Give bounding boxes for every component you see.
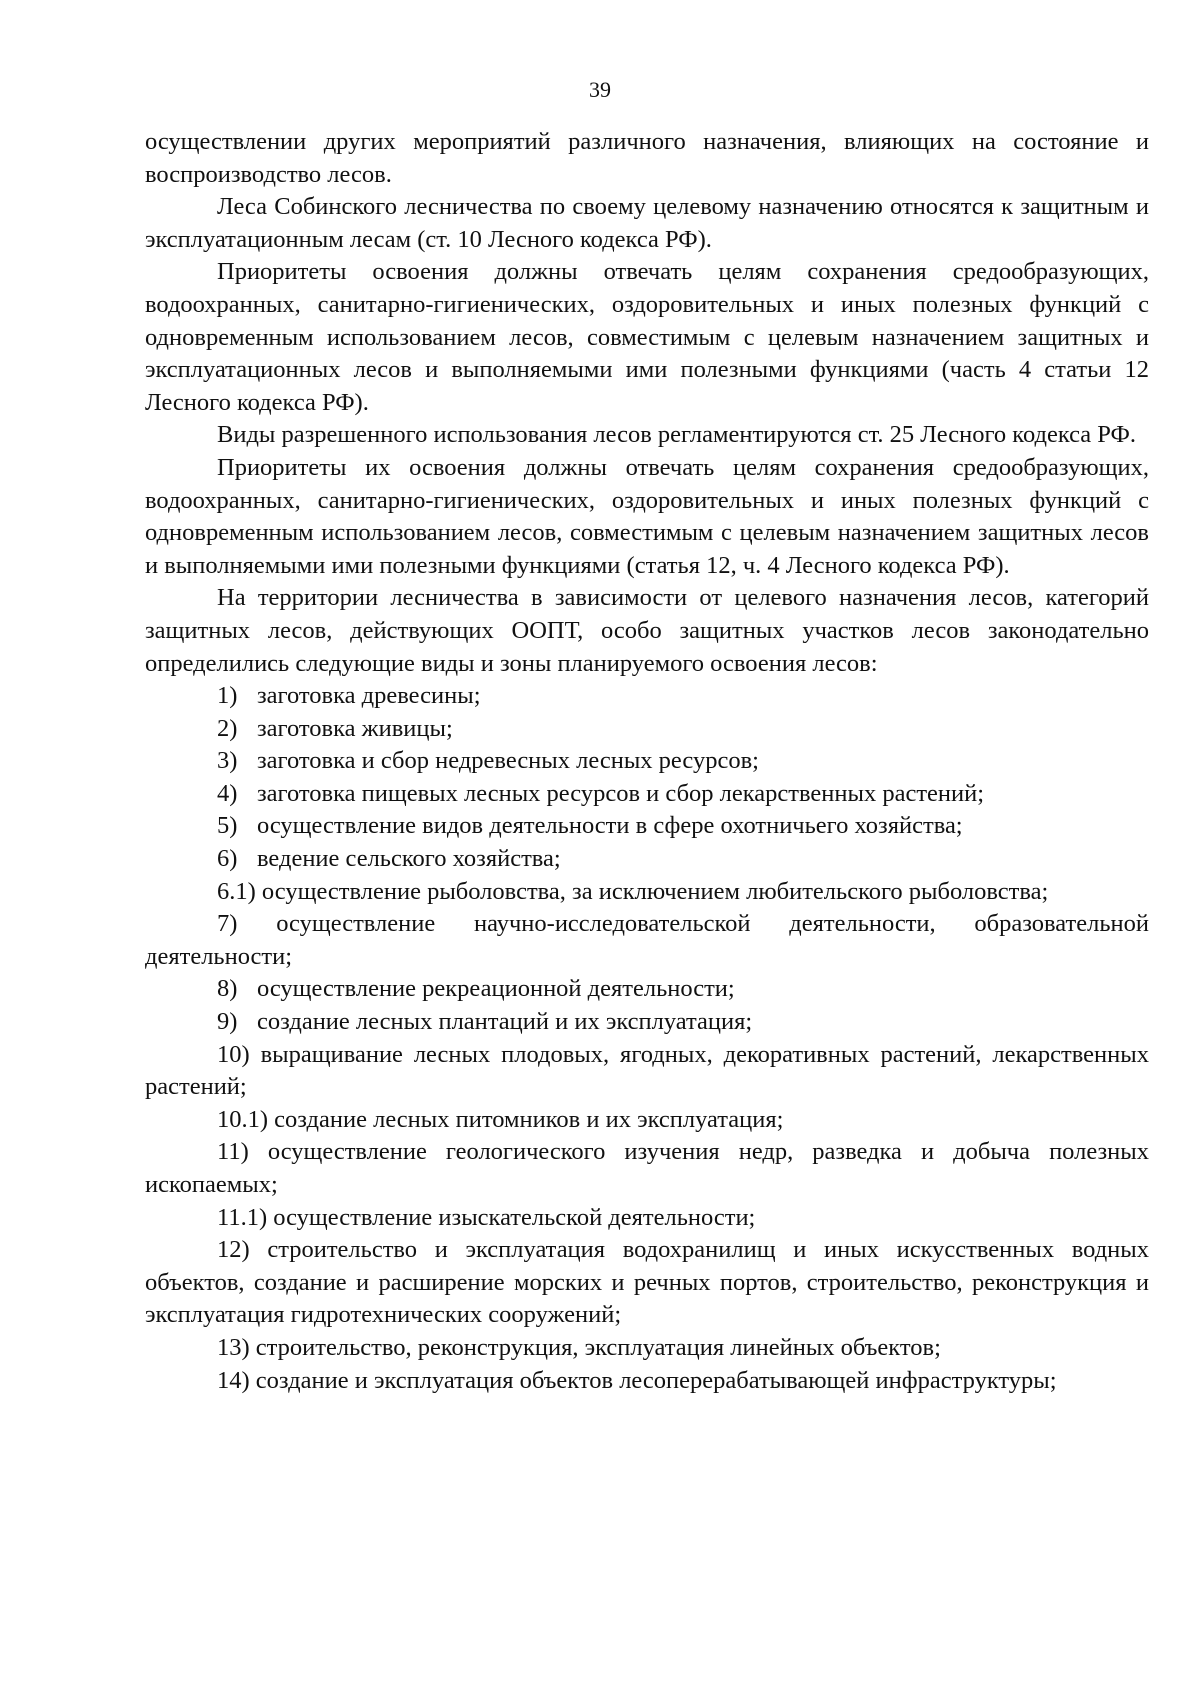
- list-item: [145, 680, 1149, 713]
- list-item-text: осуществление изыскательской деятельности;: [273, 1203, 756, 1231]
- list-item-number: 6.1): [217, 877, 256, 905]
- list-item-text: создание лесных питомников и их эксплуатация;: [274, 1105, 784, 1133]
- list-item: [145, 1039, 1149, 1104]
- list-item: [145, 1365, 1149, 1398]
- list-item: [145, 1104, 1149, 1137]
- list-item: [145, 843, 1149, 876]
- list-item: [145, 778, 1149, 811]
- document-body: [145, 126, 1149, 1397]
- paragraph-permitted-use: Виды разрешенного использования лесов регламентируются ст. 25 Лесного кодекса РФ.: [217, 421, 1136, 449]
- list-item: [145, 713, 1149, 746]
- list-item-number: 5): [217, 812, 238, 840]
- paragraph-continuation: осуществлении других мероприятий различного назначения, влияющих на состояние и воспроизводство лесов.: [145, 128, 1149, 188]
- list-item: [145, 1234, 1149, 1332]
- list-item-text: заготовка и сбор недревесных лесных ресурсов;: [257, 747, 759, 775]
- list-item-number: 13): [217, 1333, 250, 1361]
- list-item-text: строительство и эксплуатация водохранилищ и иных искусственных водных объектов, создание и расширение морских и речных портов, строительство, реконструкция и эксплуатация гидротехнических сооружений;: [145, 1236, 1150, 1329]
- list-item-number: 7): [217, 910, 238, 938]
- list-item-text: заготовка живицы;: [257, 714, 453, 742]
- list-item-number: 6): [217, 845, 238, 873]
- list-item-text: осуществление геологического изучения недр, разведка и добыча полезных ископаемых;: [145, 1138, 1150, 1198]
- list-item-number: 9): [217, 1008, 238, 1036]
- list-item: [145, 1202, 1149, 1235]
- list-item-number: 11.1): [217, 1203, 268, 1231]
- forest-use-list: [145, 680, 1149, 1397]
- paragraph-their-priorities: Приоритеты их освоения должны отвечать целям сохранения средообразующих, водоохранных, санитарно-гигиенических, оздоровительных и иных полезных функций с одновременным использованием лесов, совместимым с целевым назначением защитных лесов и выполняемыми ими полезными функциями (статья 12, ч. 4 Лесного кодекса РФ).: [145, 453, 1149, 579]
- list-item-text: осуществление рыболовства, за исключением любительского рыболовства;: [261, 877, 1049, 905]
- list-item-number: 12): [217, 1236, 250, 1264]
- list-item-text: осуществление рекреационной деятельности;: [257, 975, 735, 1003]
- list-item-number: 14): [217, 1366, 250, 1394]
- list-item: [145, 745, 1149, 778]
- page-number: 39: [589, 77, 611, 102]
- list-item-number: 8): [217, 975, 238, 1003]
- paragraph-territory-zones: На территории лесничества в зависимости от целевого назначения лесов, категорий защитных лесов, действующих ООПТ, особо защитных участков лесов законодательно определились следующие виды и зоны планируемого освоения лесов:: [145, 584, 1149, 677]
- list-item: [145, 1332, 1149, 1365]
- list-item-number: 10.1): [217, 1105, 269, 1133]
- list-item-text: осуществление видов деятельности в сфере охотничьего хозяйства;: [257, 812, 963, 840]
- list-item-text: выращивание лесных плодовых, ягодных, декоративных растений, лекарственных растений;: [145, 1040, 1149, 1101]
- list-item: [145, 973, 1149, 1006]
- list-item-number: 3): [217, 747, 238, 775]
- list-item-text: строительство, реконструкция, эксплуатация линейных объектов;: [255, 1333, 941, 1361]
- list-item: [145, 908, 1149, 973]
- list-item: [145, 1006, 1149, 1039]
- list-item-number: 1): [217, 682, 238, 710]
- list-item-number: 11): [217, 1138, 249, 1166]
- list-item: [145, 876, 1149, 909]
- list-item: [145, 1136, 1149, 1201]
- paragraph-forest-purpose: Леса Собинского лесничества по своему целевому назначению относятся к защитным и эксплуатационным лесам (ст. 10 Лесного кодекса РФ).: [145, 193, 1149, 253]
- list-item: [145, 810, 1149, 843]
- list-item-number: 4): [217, 779, 238, 807]
- list-item-text: осуществление научно-исследовательской деятельности, образовательной деятельности;: [145, 910, 1149, 970]
- list-item-number: 2): [217, 714, 238, 742]
- paragraph-development-priorities: Приоритеты освоения должны отвечать целям сохранения средообразующих, водоохранных, санитарно-гигиенических, оздоровительных и иных полезных функций с одновременным использованием лесов, совместимым с целевым назначением защитных и эксплуатационных лесов и выполняемыми ими полезными функциями (часть 4 статьи 12 Лесного кодекса РФ).: [145, 258, 1149, 416]
- list-item-text: заготовка древесины;: [257, 682, 481, 710]
- list-item-text: заготовка пищевых лесных ресурсов и сбор лекарственных растений;: [257, 779, 985, 807]
- list-item-text: ведение сельского хозяйства;: [257, 845, 561, 873]
- list-item-number: 10): [217, 1040, 250, 1068]
- list-item-text: создание лесных плантаций и их эксплуатация;: [257, 1008, 753, 1036]
- list-item-text: создание и эксплуатация объектов лесоперерабатывающей инфраструктуры;: [255, 1366, 1057, 1394]
